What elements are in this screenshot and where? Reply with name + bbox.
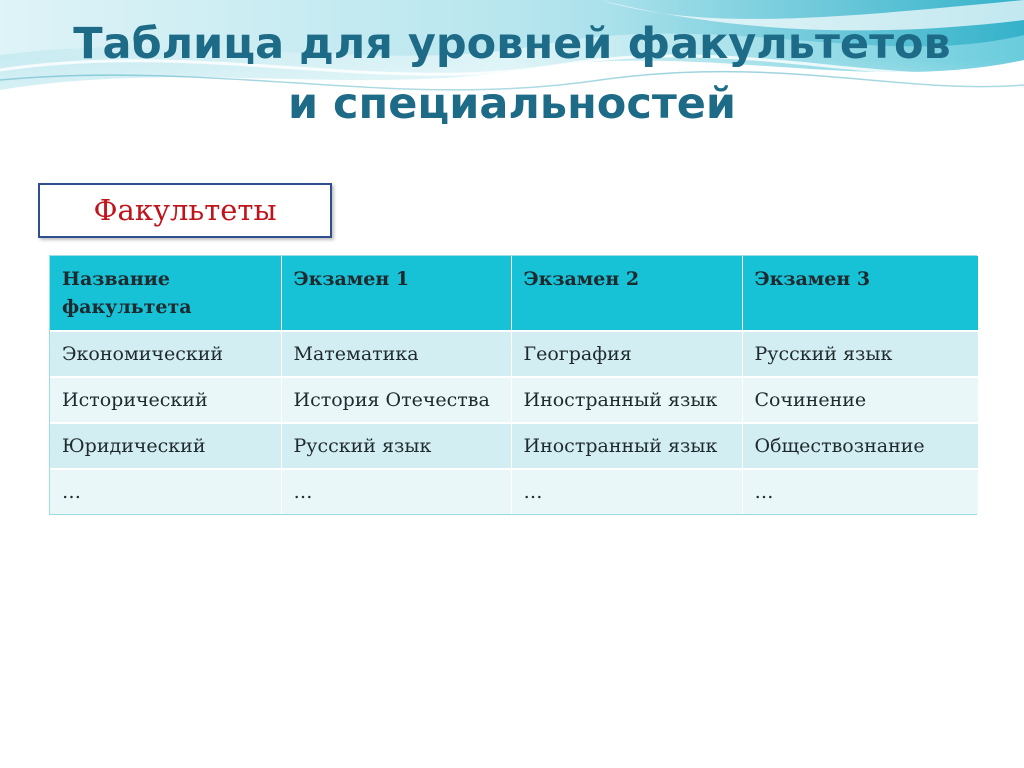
table-cell: Обществознание	[742, 423, 978, 469]
table-cell: Исторический	[50, 377, 281, 423]
table-row	[50, 423, 978, 469]
table-cell: …	[742, 469, 978, 514]
header-exam-2: Экзамен 2	[511, 256, 742, 331]
header-faculty-name: Название факультета	[50, 256, 281, 331]
table-cell: История Отечества	[281, 377, 511, 423]
table-cell: …	[50, 469, 281, 514]
table-cell: Русский язык	[281, 423, 511, 469]
table-cell: Иностранный язык	[511, 377, 742, 423]
table-cell: Сочинение	[742, 377, 978, 423]
table-cell: Юридический	[50, 423, 281, 469]
table-row	[50, 469, 978, 514]
table-cell: Иностранный язык	[511, 423, 742, 469]
slide-title-line-2: и специальностей	[287, 79, 737, 129]
section-label-box	[38, 183, 332, 238]
table-cell: Математика	[281, 331, 511, 377]
table-cell: …	[281, 469, 511, 514]
table-row	[50, 377, 978, 423]
table-cell: …	[511, 469, 742, 514]
table-row	[50, 331, 978, 377]
table-cell: География	[511, 331, 742, 377]
slide-title-line-1: Таблица для уровней факультетов	[73, 19, 951, 69]
slide-title	[40, 14, 984, 134]
header-exam-3: Экзамен 3	[742, 256, 978, 331]
faculty-table	[50, 256, 978, 514]
section-label: Факультеты	[93, 193, 277, 227]
faculty-table-frame	[49, 255, 977, 515]
table-cell: Русский язык	[742, 331, 978, 377]
table-cell: Экономический	[50, 331, 281, 377]
faculty-table-container	[49, 255, 977, 515]
header-exam-1: Экзамен 1	[281, 256, 511, 331]
table-header-row	[50, 256, 978, 331]
